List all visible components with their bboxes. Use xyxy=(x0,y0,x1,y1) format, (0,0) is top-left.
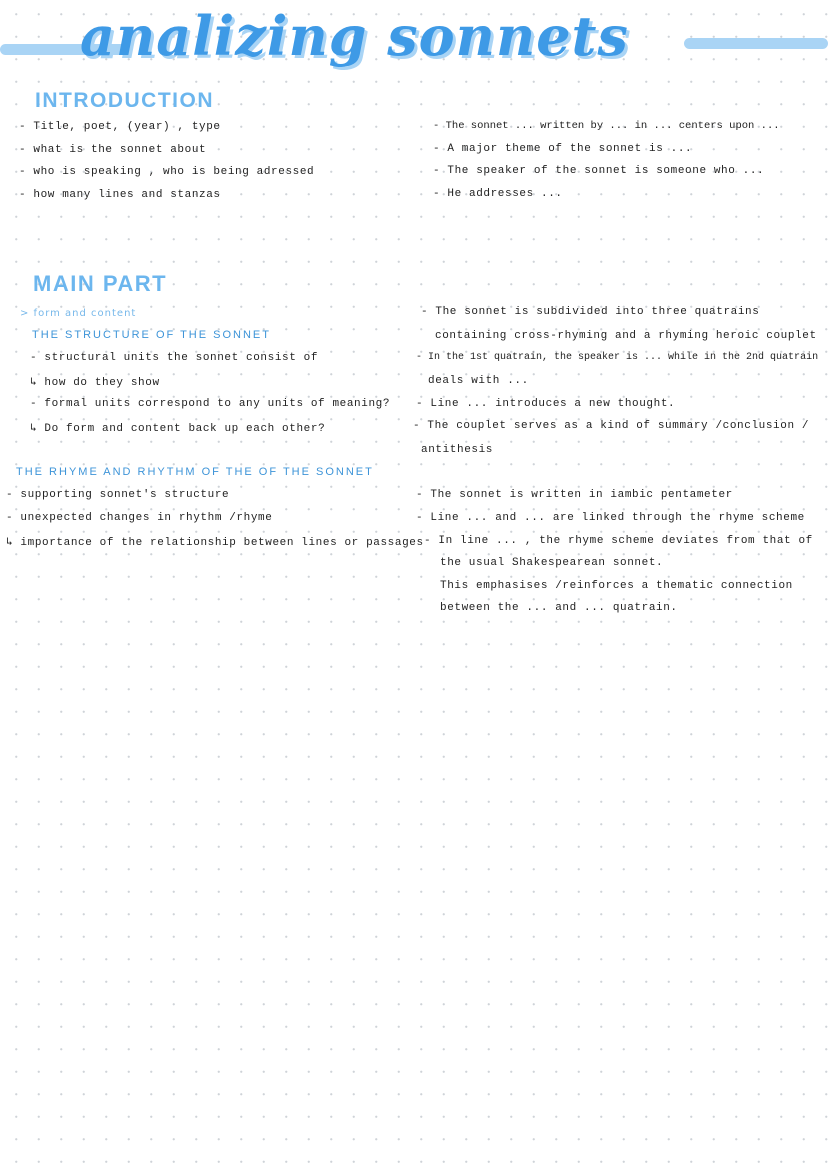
rhyme-right-line: This emphasises /reinforces a thematic connection xyxy=(440,580,793,592)
structure-right-line: - In the 1st quatrain, the speaker is ... while in the 2nd quatrain xyxy=(416,352,819,363)
intro-right-line: - A major theme of the sonnet is ... xyxy=(433,143,693,155)
introduction-heading: INTRODUCTION xyxy=(35,89,214,112)
intro-left-line: - Title, poet, (year) , type xyxy=(19,121,221,133)
intro-left-line: - who is speaking , who is being adressed xyxy=(19,166,315,178)
structure-right-line: - Line ... introduces a new thought. xyxy=(416,398,676,410)
rhyme-right-line: - Line ... and ... are linked through the rhyme scheme xyxy=(416,512,805,524)
structure-right-line: antithesis xyxy=(421,444,494,456)
page-title: analizing sonnets xyxy=(80,4,629,68)
structure-left-line: - formal units correspond to any units of meaning? xyxy=(30,398,391,410)
rhyme-right-line: - In line ... , the rhyme scheme deviates from that of xyxy=(424,535,813,547)
rhyme-right-line: between the ... and ... quatrain. xyxy=(440,602,678,614)
structure-right-line: - The sonnet is subdivided into three quatrains xyxy=(421,306,760,318)
main-part-heading: MAIN PART xyxy=(33,271,168,296)
structure-left-line: ↳ Do form and content back up each other? xyxy=(30,423,326,435)
intro-right-line: - The speaker of the sonnet is someone who ... xyxy=(433,165,765,177)
rhyme-right-line: - The sonnet is written in iambic pentameter xyxy=(416,489,733,501)
structure-left-line: - structural units the sonnet consist of xyxy=(30,352,319,364)
title-highlight-right xyxy=(684,38,828,49)
rhyme-left-line: - unexpected changes in rhythm /rhyme xyxy=(6,512,273,524)
intro-left-line: - how many lines and stanzas xyxy=(19,189,221,201)
structure-heading: THE STRUCTURE OF THE SONNET xyxy=(32,329,271,341)
rhyme-left-line: - supporting sonnet's structure xyxy=(6,489,230,501)
structure-left-line: ↳ how do they show xyxy=(30,377,160,389)
rhyme-right-line: the usual Shakespearean sonnet. xyxy=(440,557,664,569)
intro-left-line: - what is the sonnet about xyxy=(19,144,207,156)
rhyme-rhythm-heading: THE RHYME AND RHYTHM OF THE OF THE SONNET xyxy=(16,466,374,478)
form-and-content-label: > form and content xyxy=(20,308,137,319)
intro-right-line: - The sonnet ... written by ... in ... centers upon ... xyxy=(433,120,780,132)
structure-right-line: deals with ... xyxy=(428,375,529,387)
rhyme-left-line: ↳ importance of the relationship between lines or passages xyxy=(6,537,424,549)
structure-right-line: containing cross-rhyming and a rhyming heroic couplet xyxy=(435,330,817,342)
structure-right-line: - The couplet serves as a kind of summary /conclusion / xyxy=(413,420,810,432)
intro-right-line: - He addresses ... xyxy=(433,188,563,200)
